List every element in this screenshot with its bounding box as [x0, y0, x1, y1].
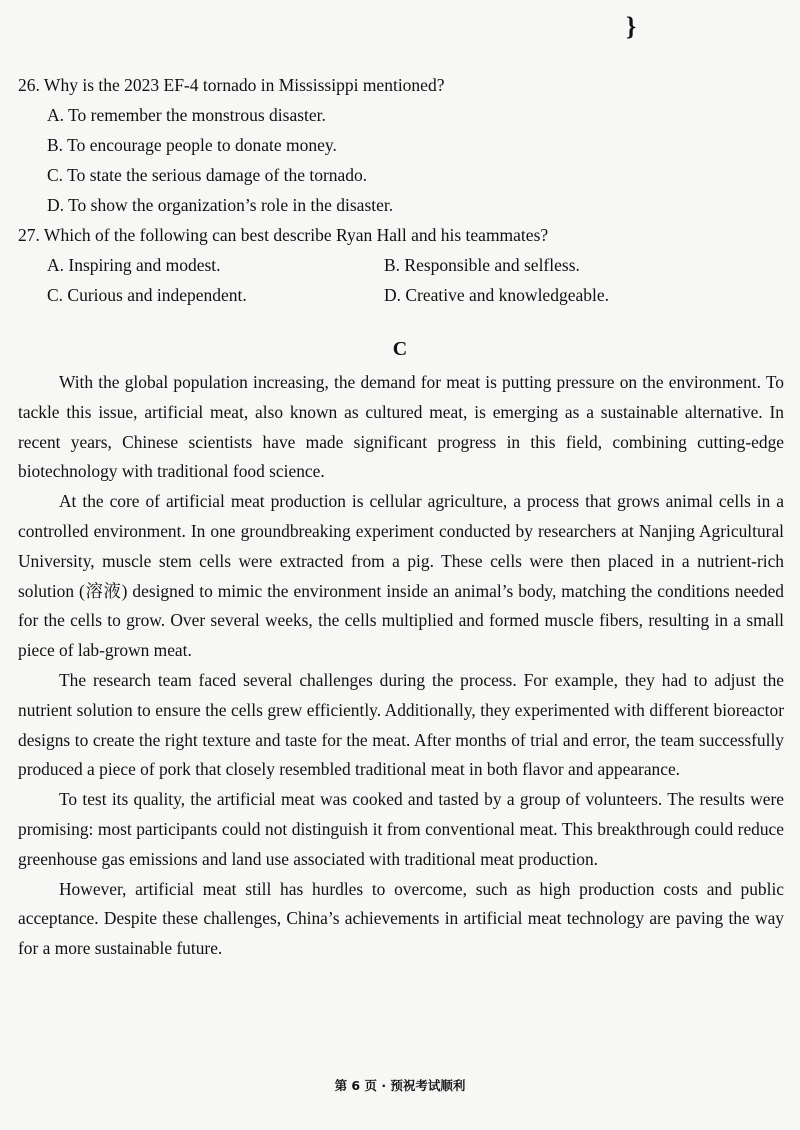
corner-bracket-mark: }: [626, 12, 637, 41]
paragraph: With the global population increasing, the demand for meat is putting pressure on the environment. To tackle this issue, artificial meat, also known as cultured meat, is emerging as a sustainable alternative. In recent years, Chinese scientists have made significant progress in this field, combining cutting-edge biotechnology with traditional food science.: [18, 372, 784, 482]
paragraph: However, artificial meat still has hurdles to overcome, such as high production costs and public acceptance. Despite these challenges, China’s achievements in artificial meat technology are paving the way for a more sustainable future.: [18, 878, 784, 959]
option-row: [18, 250, 788, 280]
option-a: A. To remember the monstrous disaster.: [47, 105, 326, 125]
question-stem: 26. Why is the 2023 EF-4 tornado in Mississippi mentioned?: [18, 75, 445, 95]
option-c: C. Curious and independent.: [47, 285, 247, 305]
paragraph: To test its quality, the artificial meat was cooked and tasted by a group of volunteers. The results were promising: most participants could not distinguish it from conventional meat. This breakthrough could reduce greenhouse gas emissions and land use associated with traditional meat production.: [18, 789, 784, 869]
option-c: C. To state the serious damage of the tornado.: [47, 165, 368, 185]
option-row: [18, 280, 788, 310]
paragraph: At the core of artificial meat production is cellular agriculture, a process that grows animal cells in a controlled environment. In one groundbreaking experiment conducted by researchers at Nanjing Agricultural University, muscle stem cells were extracted from a pig. These cells were then placed in a nutrient-rich solution (溶液) designed to mimic the environment inside an animal’s body, matching the conditions needed for the cells to grow. Over several weeks, the cells multiplied and formed muscle fibers, resulting in a small piece of lab-grown meat.: [18, 491, 784, 661]
option-a: A. Inspiring and modest.: [47, 255, 221, 275]
option-b: B. Responsible and selfless.: [384, 255, 580, 275]
question-stem: 27. Which of the following can best describe Ryan Hall and his teammates?: [18, 225, 549, 245]
option-d: D. Creative and knowledgeable.: [384, 285, 609, 305]
reading-passage: [18, 368, 784, 964]
page-footer: 第 6 页 · 预祝考试顺利: [334, 1078, 466, 1093]
question-26: [18, 70, 788, 220]
section-heading: C: [392, 338, 408, 360]
option-d: D. To show the organization’s role in the disaster.: [47, 195, 394, 215]
paragraph: The research team faced several challenges during the process. For example, they had to adjust the nutrient solution to ensure the cells grew efficiently. Additionally, they experimented with different bioreactor designs to create the right texture and taste for the meat. After months of trial and error, the team successfully produced a piece of pork that closely resembled traditional meat in both flavor and appearance.: [18, 669, 784, 780]
option-b: B. To encourage people to donate money.: [47, 135, 337, 155]
question-27: [18, 220, 788, 310]
